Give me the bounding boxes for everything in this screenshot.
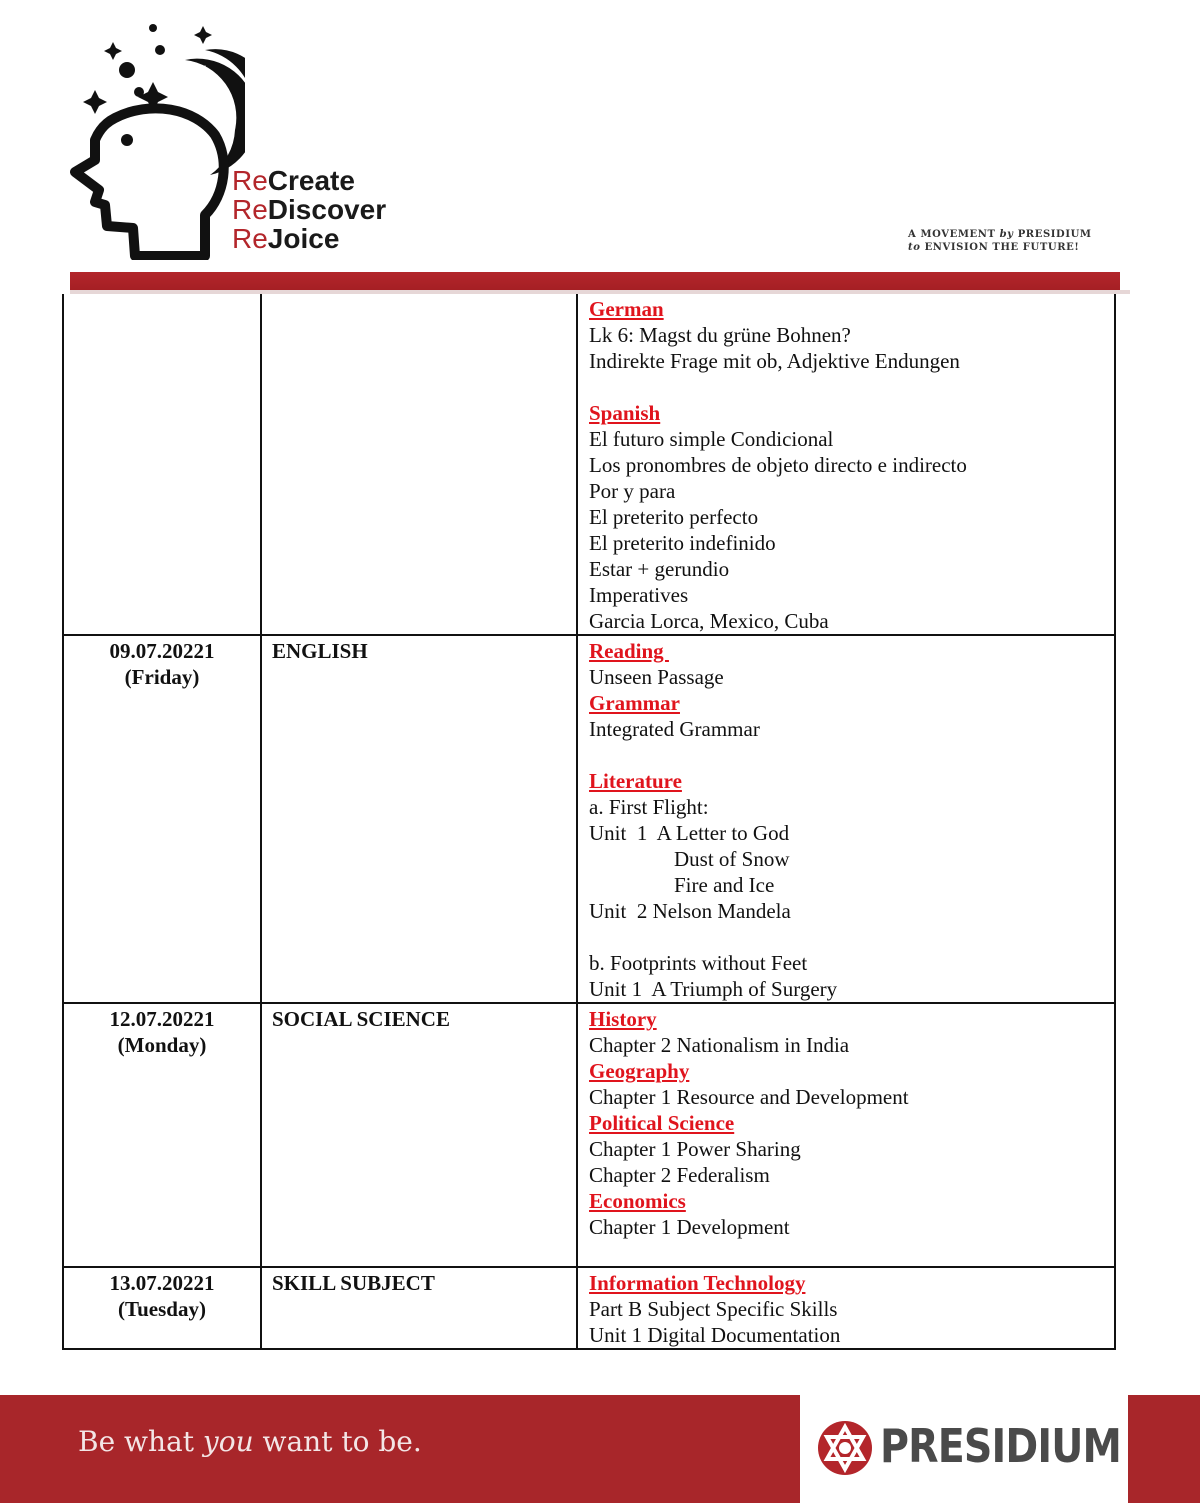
date-cell (63, 1267, 261, 1349)
topic-line: Dust of Snow (674, 847, 790, 871)
topic-line: Chapter 1 Development (589, 1215, 790, 1239)
exam-date: 12.07.20221 (109, 1007, 215, 1031)
schedule-row (63, 294, 1115, 635)
schedule-row (63, 1267, 1115, 1349)
topic-line: El futuro simple Condicional (589, 427, 834, 451)
topic-line: Unit 1 A Triumph of Surgery (589, 977, 838, 1001)
topic-line (589, 742, 1114, 768)
topic-line: Unit 2 Nelson Mandela (589, 899, 791, 923)
topic-line: b. Footprints without Feet (589, 951, 808, 975)
topic-line (589, 1240, 1114, 1266)
topic-line: Chapter 2 Nationalism in India (589, 1033, 850, 1057)
subject-cell: SKILL SUBJECT (261, 1267, 577, 1349)
section-heading: Reading (589, 639, 669, 663)
date-cell (63, 1003, 261, 1267)
footer-red-tail (1128, 1395, 1200, 1503)
topic-line: Estar + gerundio (589, 557, 730, 581)
exam-day: (Monday) (117, 1033, 207, 1057)
topic-line: Los pronombres de objeto directo e indirecto (589, 453, 967, 477)
syllabus-cell (577, 1003, 1115, 1267)
header-divider-bar (70, 272, 1120, 290)
section-heading: History (589, 1007, 657, 1031)
topic-line: Indirekte Frage mit ob, Adjektive Endungen (589, 349, 960, 373)
section-heading: Political Science (589, 1111, 735, 1135)
exam-day: (Tuesday) (118, 1297, 206, 1321)
topic-line: Chapter 1 Resource and Development (589, 1085, 909, 1109)
date-cell (63, 635, 261, 1003)
section-heading: Information Technology (589, 1271, 806, 1295)
head-stars-logo-icon (55, 20, 245, 260)
brand-line-discover: ReDiscover (232, 194, 387, 225)
topic-line: Unit 1 Digital Documentation (589, 1323, 841, 1347)
topic-line: El preterito indefinido (589, 531, 776, 555)
topic-line: Unit 1 A Letter to God (589, 821, 790, 845)
footer-slogan: Be what you want to be. (78, 1425, 422, 1458)
topic-line (589, 374, 1114, 400)
topic-line: Unseen Passage (589, 665, 724, 689)
syllabus-cell (577, 1267, 1115, 1349)
topic-line: El preterito perfecto (589, 505, 759, 529)
exam-day: (Friday) (124, 665, 200, 689)
syllabus-cell (577, 635, 1115, 1003)
presidium-wordmark: PRESIDIUM (880, 1419, 1122, 1473)
section-heading: Economics (589, 1189, 686, 1213)
exam-schedule-table (62, 294, 1116, 1350)
exam-date: 09.07.20221 (109, 639, 215, 663)
section-heading: Geography (589, 1059, 690, 1083)
schedule-row (63, 635, 1115, 1003)
page-header (0, 0, 1200, 295)
date-cell (63, 294, 261, 635)
topic-line: Part B Subject Specific Skills (589, 1297, 838, 1321)
exam-date: 13.07.20221 (109, 1271, 215, 1295)
brand-wordmark (232, 166, 386, 253)
section-heading: Grammar (589, 691, 680, 715)
section-heading: Literature (589, 769, 682, 793)
topic-line: Lk 6: Magst du grüne Bohnen? (589, 323, 851, 347)
brand-line-create: ReCreate (232, 165, 355, 196)
topic-line: Garcia Lorca, Mexico, Cuba (589, 609, 829, 633)
schedule-row (63, 1003, 1115, 1267)
section-heading: Spanish (589, 401, 661, 425)
topic-line: Chapter 2 Federalism (589, 1163, 770, 1187)
subject-cell (261, 294, 577, 635)
header-tagline: A MOVEMENT by PRESIDIUM to ENVISION THE FUTURE! (908, 229, 1092, 253)
subject-cell: SOCIAL SCIENCE (261, 1003, 577, 1267)
topic-line: Imperatives (589, 583, 689, 607)
section-heading: German (589, 297, 664, 321)
syllabus-cell (577, 294, 1115, 635)
topic-line (589, 924, 1114, 950)
brand-line-joice: ReJoice (232, 223, 340, 254)
topic-line: a. First Flight: (589, 795, 709, 819)
presidium-star-icon (816, 1419, 874, 1477)
topic-line: Fire and Ice (674, 873, 775, 897)
schedule-body (63, 294, 1115, 1349)
subject-cell: ENGLISH (261, 635, 577, 1003)
topic-line: Por y para (589, 479, 676, 503)
page-footer (0, 1395, 1200, 1503)
topic-line: Integrated Grammar (589, 717, 760, 741)
topic-line: Chapter 1 Power Sharing (589, 1137, 801, 1161)
